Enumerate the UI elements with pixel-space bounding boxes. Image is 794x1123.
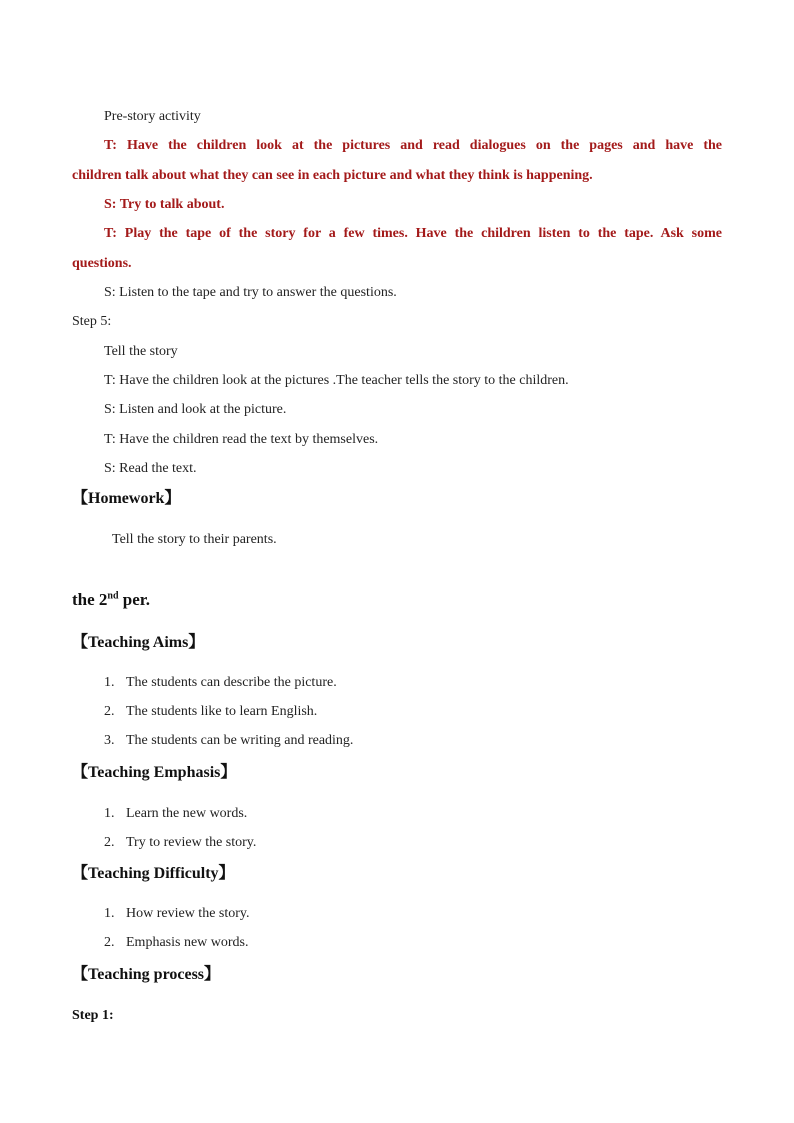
bracket-close: 】 <box>204 966 221 983</box>
list-number: 1. <box>104 806 115 821</box>
list-item <box>104 674 337 692</box>
homework-heading <box>72 489 180 509</box>
list-number: 2. <box>104 935 115 950</box>
list-text: The students can describe the picture. <box>126 675 337 690</box>
teaching-aims-heading <box>72 633 204 653</box>
homework-text: Tell the story to their parents. <box>112 532 277 547</box>
teaching-emphasis-title: Teaching Emphasis <box>88 764 221 781</box>
bracket-open: 【 <box>72 764 89 781</box>
step-1-label: Step 1: <box>72 1008 114 1023</box>
step5-line-student-listen: S: Listen and look at the picture. <box>104 402 287 417</box>
step5-line-teacher-read: T: Have the children read the text by themselves. <box>104 432 379 447</box>
list-number: 2. <box>104 835 115 850</box>
list-text: Learn the new words. <box>126 806 248 821</box>
step5-line-teacher-tells: T: Have the children look at the pictures .The teacher tells the story to the children. <box>104 373 569 388</box>
teaching-difficulty-title: Teaching Difficulty <box>88 865 219 882</box>
list-text: Emphasis new words. <box>126 935 249 950</box>
teaching-process-title: Teaching process <box>88 966 205 983</box>
step5-line-tell-story: Tell the story <box>104 344 178 359</box>
list-number: 3. <box>104 733 115 748</box>
teacher-instruction-line-1: T: Have the children look at the pictures and read dialogues on the pages and have the <box>104 138 722 153</box>
period-heading <box>72 589 150 611</box>
list-item <box>104 905 250 923</box>
list-number: 2. <box>104 704 115 719</box>
homework-title: Homework <box>88 490 165 507</box>
list-item <box>104 732 353 750</box>
bracket-open: 【 <box>72 865 89 882</box>
step5-line-student-read: S: Read the text. <box>104 461 197 476</box>
student-response-1: S: Try to talk about. <box>104 197 225 212</box>
teaching-process-heading <box>72 965 220 985</box>
list-item <box>104 934 249 952</box>
bracket-open: 【 <box>72 966 89 983</box>
list-text: How review the story. <box>126 906 250 921</box>
period-suffix: per. <box>118 590 151 609</box>
bracket-close: 】 <box>218 865 235 882</box>
list-item <box>104 834 256 852</box>
step-5-label: Step 5: <box>72 314 112 329</box>
list-item <box>104 703 317 721</box>
list-number: 1. <box>104 675 115 690</box>
pre-story-label: Pre-story activity <box>104 109 201 124</box>
teaching-aims-title: Teaching Aims <box>88 634 189 651</box>
period-prefix: the 2 <box>72 590 108 609</box>
teacher-instruction-2-line-1: T: Play the tape of the story for a few times. Have the children listen to the tape. Ask some <box>104 226 722 241</box>
list-text: Try to review the story. <box>126 835 257 850</box>
teaching-difficulty-heading <box>72 864 235 884</box>
teaching-emphasis-heading <box>72 763 236 783</box>
bracket-close: 】 <box>188 634 205 651</box>
list-text: The students can be writing and reading. <box>126 733 354 748</box>
bracket-open: 【 <box>72 634 89 651</box>
list-text: The students like to learn English. <box>126 704 318 719</box>
student-response-2: S: Listen to the tape and try to answer the questions. <box>104 285 397 300</box>
bracket-open: 【 <box>72 490 89 507</box>
bracket-close: 】 <box>220 764 237 781</box>
list-number: 1. <box>104 906 115 921</box>
period-ordinal-suffix: nd <box>107 590 119 602</box>
teacher-instruction-2-line-2: questions. <box>72 256 132 271</box>
bracket-close: 】 <box>164 490 181 507</box>
teacher-instruction-line-2: children talk about what they can see in each picture and what they think is happening. <box>72 168 593 183</box>
list-item <box>104 805 247 823</box>
